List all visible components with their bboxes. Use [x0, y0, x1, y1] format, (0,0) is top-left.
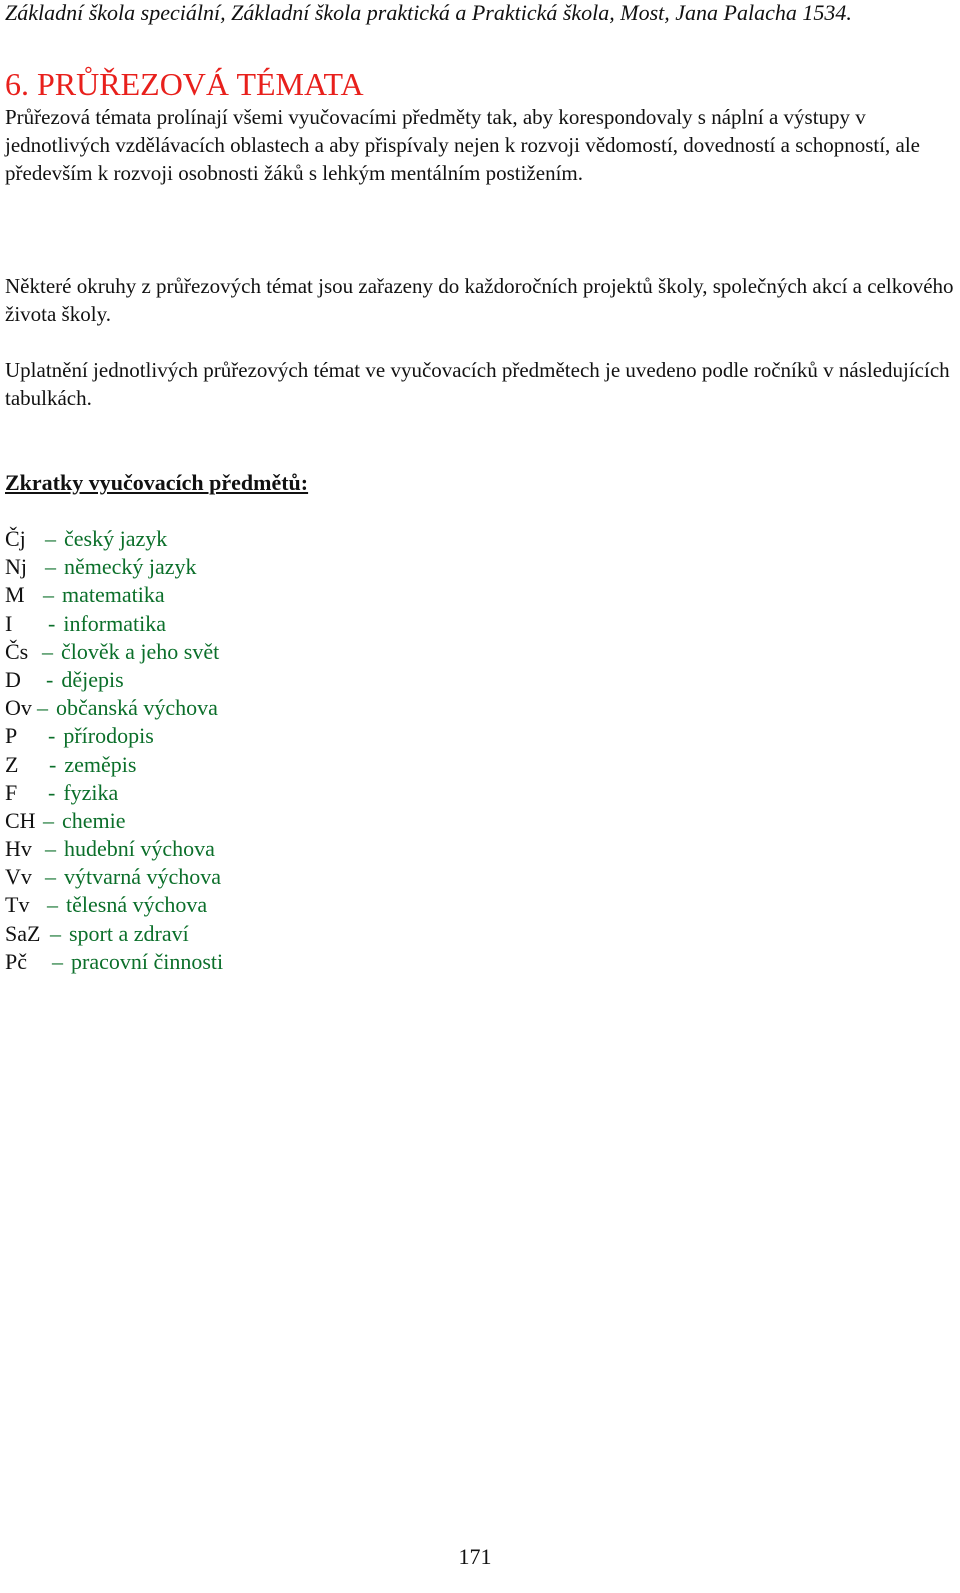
abbreviation-subject-name: německý jazyk — [64, 554, 197, 580]
abbreviation-separator: - — [49, 751, 57, 777]
abbreviation-separator: – — [45, 526, 56, 551]
abbreviation-subject-name: informatika — [63, 610, 166, 636]
abbreviation-separator: – — [45, 836, 56, 862]
abbreviation-code: Nj — [5, 554, 27, 580]
abbreviation-item — [5, 751, 223, 779]
abbreviation-separator: - — [48, 723, 56, 749]
abbreviation-subject-name: výtvarná výchova — [64, 864, 221, 890]
abbreviation-item — [5, 807, 223, 835]
abbreviation-item — [5, 891, 223, 919]
abbreviation-separator: - — [48, 779, 56, 805]
abbreviations-list — [5, 525, 223, 976]
abbreviation-item — [5, 553, 223, 581]
abbreviation-code: CH — [5, 807, 36, 833]
abbreviation-separator: – — [45, 554, 56, 580]
abbreviation-code: Z — [5, 751, 19, 777]
tables-paragraph: Uplatnění jednotlivých průřezových témat ve vyučovacích předmětech je uvedeno podle ročníků v následujících tabulkách. — [5, 358, 950, 410]
abbreviation-item — [5, 694, 223, 722]
intro-paragraph: Průřezová témata prolínají všemi vyučovacími předměty tak, aby korespondovaly s náplní a výstupy v jednotlivých vzdělávacích oblastech a aby přispívaly nejen k rozvoji vědomostí, dovedností a schopností, ale především k rozvoji osobnosti žáků s lehkým mentálním postižením. — [5, 105, 921, 185]
abbreviation-separator: – — [43, 807, 54, 833]
abbreviation-subject-name: pracovní činnosti — [71, 948, 224, 974]
running-header: Základní škola speciální, Základní škola praktická a Praktická škola, Most, Jana Palacha 1534. — [5, 0, 852, 25]
abbreviation-subject-name: přírodopis — [63, 723, 154, 749]
abbreviation-item — [5, 610, 223, 638]
abbreviation-code: D — [5, 666, 21, 692]
abbreviation-separator: – — [47, 892, 58, 918]
abbreviation-subject-name: sport a zdraví — [69, 920, 189, 946]
abbreviation-separator: – — [37, 695, 48, 721]
abbreviation-separator: – — [42, 638, 53, 664]
abbreviation-item — [5, 948, 223, 976]
abbreviation-item — [5, 581, 223, 609]
abbreviation-subject-name: fyzika — [63, 779, 119, 805]
abbreviation-code: Ov — [5, 695, 32, 721]
abbreviation-subject-name: matematika — [62, 582, 165, 608]
abbreviation-separator: – — [45, 864, 56, 890]
abbreviation-subject-name: občanská výchova — [56, 695, 218, 721]
abbreviation-code: SaZ — [5, 920, 41, 946]
abbreviation-item — [5, 666, 223, 694]
abbreviation-code: Hv — [5, 836, 32, 862]
abbreviation-item — [5, 920, 223, 948]
abbreviation-subject-name: člověk a jeho svět — [61, 638, 220, 664]
abbreviation-code: Vv — [5, 864, 32, 890]
abbreviation-separator: – — [50, 920, 61, 946]
page-number: 171 — [458, 1544, 492, 1569]
abbreviation-subject-name: tělesná výchova — [66, 892, 208, 918]
abbreviation-subject-name: hudební výchova — [64, 836, 215, 862]
abbreviation-item — [5, 835, 223, 863]
abbreviation-separator: – — [52, 948, 63, 974]
abbreviations-heading: Zkratky vyučovacích předmětů: — [5, 470, 309, 495]
abbreviation-code: M — [5, 582, 25, 608]
abbreviation-item — [5, 722, 223, 750]
abbreviation-item — [5, 779, 223, 807]
abbreviation-code: P — [5, 723, 18, 749]
abbreviation-separator: - — [46, 666, 54, 692]
abbreviation-code: Čj — [5, 526, 26, 551]
abbreviation-item — [5, 525, 223, 553]
abbreviation-subject-name: český jazyk — [64, 526, 168, 551]
abbreviation-item — [5, 638, 223, 666]
abbreviation-code: Tv — [5, 892, 30, 918]
abbreviation-code: Pč — [5, 948, 27, 974]
abbreviation-separator: – — [43, 582, 54, 608]
projects-paragraph: Některé okruhy z průřezových témat jsou zařazeny do každoročních projektů školy, společných akcí a celkového života školy. — [5, 274, 954, 326]
abbreviation-separator: - — [48, 610, 56, 636]
abbreviation-subject-name: dějepis — [61, 666, 124, 692]
abbreviation-code: F — [5, 779, 18, 805]
abbreviation-code: I — [5, 610, 13, 636]
section-title: 6. PRŮŘEZOVÁ TÉMATA — [5, 66, 364, 102]
abbreviation-subject-name: chemie — [62, 807, 126, 833]
abbreviation-code: Čs — [5, 638, 29, 664]
abbreviation-item — [5, 863, 223, 891]
abbreviation-subject-name: zeměpis — [64, 751, 137, 777]
